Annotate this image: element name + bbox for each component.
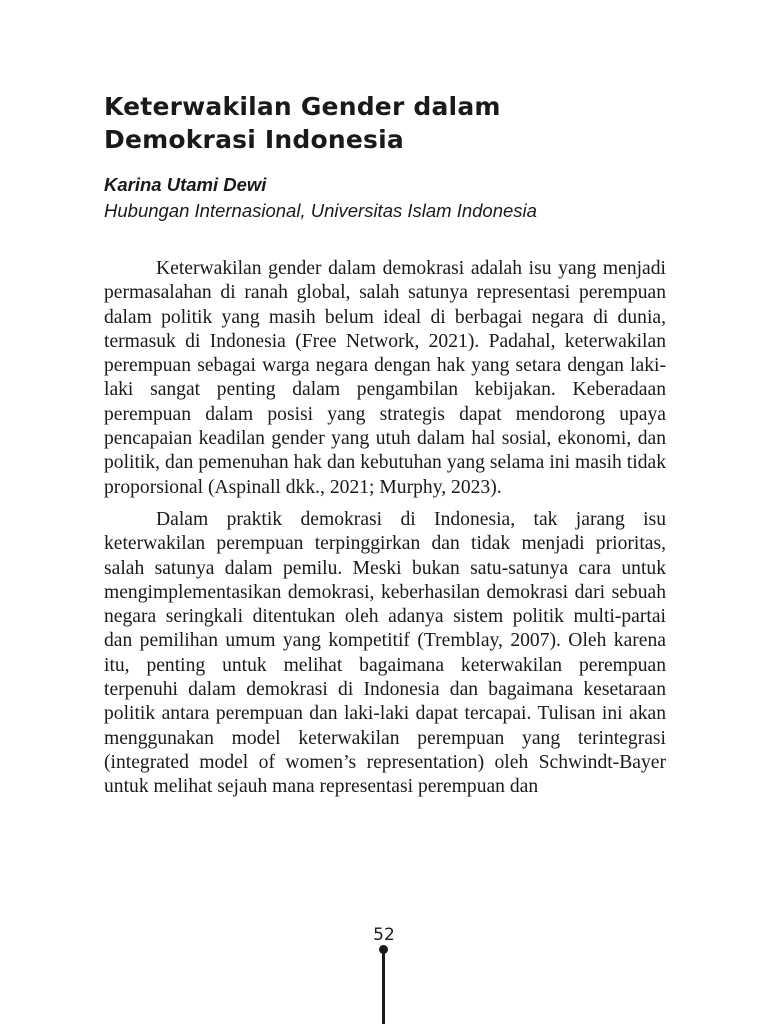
paragraph-2: Dalam praktik demokrasi di Indonesia, tak jarang isu keterwakilan perempuan terpinggirkan dan tidak menjadi prioritas, salah satunya dalam pemilu. Meski bukan satu-satunya cara untuk mengimplementasikan demokrasi, keberhasilan demokrasi dari sebuah negara seringkali ditentukan oleh adanya sistem politik multi-partai dan pemilihan umum yang kompetitif (Tremblay, 2007). Oleh karena itu, penting untuk melihat bagaimana keterwakilan perempuan terpenuhi dalam demokrasi di Indonesia dan bagaimana kesetaraan politik antara perempuan dan laki-laki dapat tercapai. Tulisan ini akan menggunakan model keterwakilan perempuan yang terintegrasi (integrated model of women’s representation) oleh Schwindt-Bayer untuk melihat sejauh mana representasi perempuan dan [104, 508, 666, 798]
paragraph-1: Keterwakilan gender dalam demokrasi adalah isu yang menjadi permasalahan di ranah global, salah satunya representasi perempuan dalam politik yang masih belum ideal di berbagai negara di dunia, termasuk di Indonesia (Free Network, 2021). Padahal, keterwakilan perempuan sebagai warga negara dengan hak yang setara dengan laki-laki sangat penting dalam pengambilan kebijakan. Keberadaan perempuan dalam posisi yang strategis dapat mendorong upaya pencapaian keadilan gender yang utuh dalam hal sosial, ekonomi, dan politik, dan pemenuhan hak dan kebutuhan yang selama ini masih tidak proporsional (Aspinall dkk., 2021; Murphy, 2023). [104, 258, 666, 498]
article-title-line-2: Demokrasi Indonesia [104, 125, 404, 154]
article-title-line-1: Keterwakilan Gender dalam [104, 92, 501, 121]
author-name: Karina Utami Dewi [104, 174, 267, 195]
author-affiliation: Hubungan Internasional, Universitas Islam Indonesia [104, 200, 537, 221]
page-number: 52 [373, 925, 395, 945]
page-content [104, 90, 666, 808]
article-title [104, 90, 666, 156]
page-marker-line [382, 950, 385, 1024]
body-text [104, 257, 666, 800]
